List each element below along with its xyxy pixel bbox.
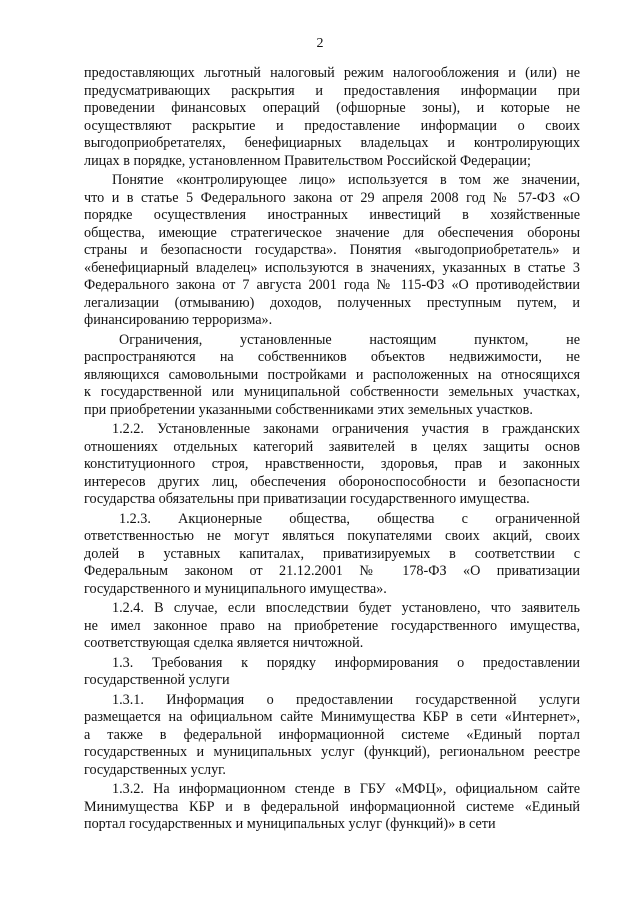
text-line: являющихся самовольными постройками и расположенных на относящихся bbox=[84, 366, 580, 383]
text-line: а также в федеральной информационной системе «Единый портал bbox=[84, 726, 580, 743]
paragraph bbox=[84, 332, 580, 420]
text-line: государственных и муниципальных услуг (функций), региональном реестре bbox=[84, 744, 580, 760]
text-line: отношениях отдельных категорий заявителей в целях защиты основ bbox=[84, 438, 580, 455]
text-line: к государственной или муниципальной собственности земельных участках, bbox=[84, 384, 580, 400]
text-line: Ограничения, установленные настоящим пунктом, не bbox=[119, 331, 580, 348]
text-line: конституционного строя, нравственности, здоровья, прав и законных bbox=[84, 456, 580, 472]
text-line: ответственностью не могут являться покупателями своих акций, своих bbox=[84, 528, 580, 544]
paragraph bbox=[84, 172, 580, 330]
text-line: государства обязательны при приватизации государственного имущества. bbox=[84, 491, 530, 507]
paragraph bbox=[84, 511, 580, 599]
text-line: легализации (отмыванию) доходов, полученных преступным путем, и bbox=[84, 294, 580, 311]
text-line: интересов других лиц, обеспечения обороноспособности и безопасности bbox=[84, 473, 580, 490]
text-line: 1.3.2. На информационном стенде в ГБУ «МФЦ», официальном сайте bbox=[112, 781, 580, 797]
paragraph bbox=[84, 65, 580, 170]
text-line: проведении финансовых операций (офшорные зоны), и которые не bbox=[84, 100, 580, 116]
text-line: Федеральным законом от 21.12.2001 № 178-ФЗ «О приватизации bbox=[84, 563, 580, 579]
text-line: 1.2.4. В случае, если впоследствии будет установлено, что заявитель bbox=[112, 600, 580, 616]
text-line: «бенефициарный владелец» используются в значениях, указанных в статье 3 bbox=[84, 259, 580, 276]
paragraph bbox=[84, 421, 580, 509]
text-line: соответствующая сделка является ничтожной. bbox=[84, 635, 364, 651]
text-line: распространяются на собственников объектов недвижимости, не bbox=[84, 349, 580, 365]
text-line: 1.3.1. Информация о предоставлении государственной услуги bbox=[112, 691, 580, 708]
text-line: что и в статье 5 Федерального закона от 29 апреля 2008 год № 57-ФЗ «О bbox=[84, 189, 580, 206]
text-line: выгодоприобретателях, бенефициарных владельцах и контролирующих bbox=[84, 135, 580, 151]
text-line: долей в уставных капиталах, приватизируемых в соответствии с bbox=[84, 545, 580, 562]
paragraph bbox=[84, 600, 580, 653]
text-line: порядке осуществления иностранных инвестиций в хозяйственные bbox=[84, 207, 580, 223]
text-line: страны и безопасности государства». Понятия «выгодоприобретатель» и bbox=[84, 242, 580, 258]
text-line: государственного и муниципального имущества». bbox=[84, 580, 387, 597]
paragraph bbox=[84, 655, 580, 690]
text-line: Понятие «контролирующее лицо» используется в том же значении, bbox=[112, 172, 580, 188]
text-line: портал государственных и муниципальных услуг (функций)» в сети bbox=[84, 816, 496, 832]
text-line: государственной услуги bbox=[84, 672, 230, 688]
text-line: лицах в порядке, установленном Правительством Российской Федерации; bbox=[84, 152, 531, 169]
text-line: общества, имеющие стратегическое значение для обеспечения обороны bbox=[84, 224, 580, 241]
text-line: предоставляющих льготный налоговый режим налогообложения и (или) не bbox=[84, 65, 580, 81]
text-line: при приобретении указанными собственниками этих земельных участков. bbox=[84, 401, 533, 418]
paragraph bbox=[84, 692, 580, 780]
text-line: предусматривающих раскрытия и предоставления информации при bbox=[84, 82, 580, 99]
text-line: Минимущества КБР и в федеральной информационной системе «Единый bbox=[84, 798, 580, 815]
text-line: Федерального закона от 7 августа 2001 года № 115-ФЗ «О противодействии bbox=[84, 277, 580, 293]
text-line: не имел законное право на приобретение государственного имущества, bbox=[84, 617, 580, 634]
text-line: государственных услуг. bbox=[84, 761, 226, 778]
text-line: 1.3. Требования к порядку информирования о предоставлении bbox=[112, 654, 580, 671]
paragraph bbox=[84, 781, 580, 834]
text-line: финансированию терроризма». bbox=[84, 312, 273, 328]
text-line: осуществляют раскрытие и предоставление информации о своих bbox=[84, 117, 580, 134]
text-line: размещается на официальном сайте Минимущества КБР в сети «Интернет», bbox=[84, 709, 580, 725]
text-line: 1.2.3. Акционерные общества, общества с ограниченной bbox=[119, 510, 580, 527]
page-number: 2 bbox=[316, 36, 324, 51]
document-body bbox=[84, 65, 580, 836]
text-line: 1.2.2. Установленные законами ограничения участия в гражданских bbox=[112, 421, 580, 437]
